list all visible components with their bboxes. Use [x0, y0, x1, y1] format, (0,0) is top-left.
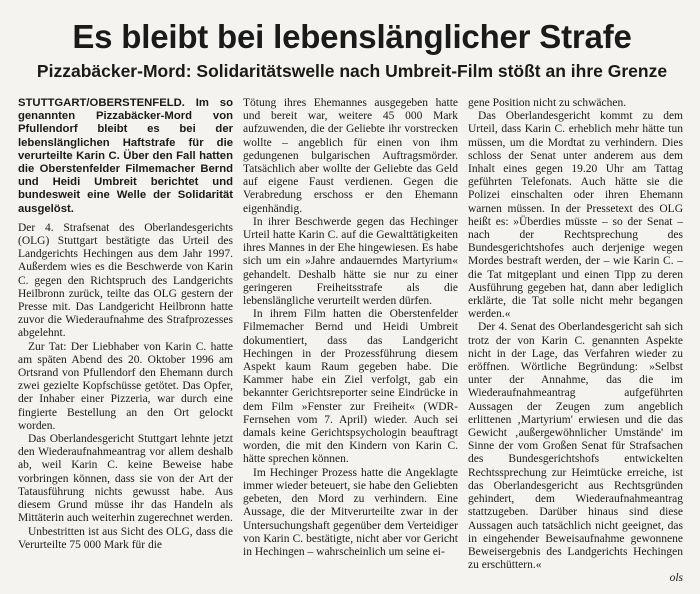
paragraph: Unbestritten ist aus Sicht des OLG, dass die Verurteilte 75 000 Mark für die — [18, 525, 233, 551]
headline: Es bleibt bei lebenslänglicher Strafe — [72, 18, 632, 55]
lead-paragraph: STUTTGART/OBERSTENFELD. Im so genannten Pizzabäcker-Mord von Pfullendorf bleibt es bei der lebenslänglichen Haftstrafe für die verurteilte Karin C. Über den Fall hatten die Oberstenfelder Filmemacher Bernd und Heidi Umbreit berichtet und bundesweit eine Welle der Solidarität ausgelöst. — [18, 97, 233, 215]
column-3 — [468, 97, 683, 586]
subheadline: Pizzabäcker-Mord: Solidaritätswelle nach Umbreit-Film stößt an ihre Grenze — [36, 61, 668, 81]
paragraph: Im Hechinger Prozess hatte die Angeklagte immer wieder beteuert, sie habe den Geliebten gebeten, den Mord zu verhindern. Eine Aussage, die der Mitverurteilte zwar in der Untersuchungshaft gegenüber dem Verteidiger von Karin C. bestätigte, nicht aber vor Gericht in Hechingen – wahrscheinlich um seine ei- — [243, 466, 458, 558]
column-1 — [18, 97, 233, 586]
paragraph: Das Oberlandesgericht kommt zu dem Urteil, dass Karin C. erheblich mehr hätte tun müssen, um die Mordtat zu verhindern. Dies schloss der Senat unter anderem aus dem Inhalt eines gegen 19.20 Uhr am Tattag geführten Telefonats. Auch hätte sie die Polizei einschalten oder ihren Ehemann warnen müssen. In der Pressetext des OLG heißt es: »Überdies müsste – so der Senat – nach der Rechtsprechung des Bundesgerichtshofes auch derjenige wegen Mordes bestraft werden, der – wie Karin C. – die Tat mitgeplant und einen Tipp zu deren Ausführung gegeben hat, dann aber lediglich erklärte, die Tat solle nicht mehr begangen werden.« — [468, 110, 683, 321]
paragraph: Der 4. Senat des Oberlandesgericht sah sich trotz der von Karin C. genannten Aspekte nicht in der Lage, das Verfahren wieder zu eröffnen. Wörtliche Begründung: »Selbst unter der Annahme, das die im Wiederaufnahmeantrag aufgeführten Aussagen der Zeugen zum angeblich erlittenen ‚Martyrium' erwiesen und die das Gewicht ‚außergewöhnlicher Umstände' im Sinne der vom Großen Senat für Strafsachen des Bundesgerichtshofs entwickelten Rechtssprechung zur Heimtücke erreiche, ist das Oberlandesgericht aus Rechtsgründen gehindert, dem Wiederaufnahmeantrag stattzugeben. Darüber hinaus sind diese Aussagen auch tatsächlich nicht geeignet, das in eingehender Beweisaufnahme gewonnene Beweisergebnis des Landgerichts Hechingen zu erschüttern.« — [468, 321, 683, 572]
paragraph: Zur Tat: Der Liebhaber von Karin C. hatte am späten Abend des 20. Oktober 1996 am Ortsrand von Pfullendorf den Ehemann durch zwei gezielte Kopfschüsse getötet. Das Opfer, der Inhaber einer Pizzeria, war durch eine fingierte Bestellung an den Ort gelockt worden. — [18, 340, 233, 432]
column-2 — [243, 97, 458, 586]
paragraph: In ihrem Film hatten die Oberstenfelder Filmemacher Bernd und Heidi Umbreit dokumentiert, dass das Landgericht Hechingen in der Prozessführung diesem Aspekt kaum Raum gegeben habe. Die Kammer habe ein Ziel verfolgt, gab ein bekannter Gerichtsreporter seine Eindrücke in dem Film »Fenster zur Freiheit« (WDR-Fernsehen vom 7. April) wieder. Auch sei damals keine Gerichtspsychologin beauftragt worden, die mit den Kindern von Karin C. hätte sprechen können. — [243, 308, 458, 466]
article-body — [18, 97, 684, 586]
paragraph: In ihrer Beschwerde gegen das Hechinger Urteil hatte Karin C. auf die Gewalttätigkeiten ihres Mannes in der Ehe hingewiesen. Es habe sich um ein »Jahre andauerndes Martyrium« gehandelt. Deshalb hätte sie nur zu einer geringeren Freiheitsstrafe als die lebenslängliche verurteilt werden dürfen. — [243, 215, 458, 308]
paragraph: Der 4. Strafsenat des Oberlandesgerichts (OLG) Stuttgart bestätigte das Urteil des Landgerichts Hechingen aus dem Jahr 1997. Außerdem wies es die Beschwerde von Karin C. gegen den Richtspruch des Landgerichts Heilbronn zurück, teilte das OLG gestern der Presse mit. Das Landgericht Heilbronn hatte zuvor die Wiederaufnahme des Strafprozesses abgelehnt. — [18, 221, 233, 340]
paragraph: gene Position nicht zu schwächen. — [468, 97, 627, 109]
author-signature: ols — [669, 572, 683, 585]
paragraph: Das Oberlandesgericht Stuttgart lehnte jetzt den Wiederaufnahmeantrag vor allem deshalb ab, weil Karin C. keine Beweise habe vorbringen können, dass sie von der Art der Tatausführung nichts gewusst habe. Aus diesem Grund müsse ihr das Handeln als Mittäterin auch weiterhin zugerechnet werden. — [18, 433, 233, 525]
paragraph: Tötung ihres Ehemannes ausgegeben hatte und bereit war, weitere 45 000 Mark aufzuwenden, die der Geliebte ihr vorstrecken wollte – angeblich für einen von ihm gedungenen bulgarischen Auftragsmörder. Tatsächlich aber wollte der Geliebte das Geld auf eigene Faust verdienen. Gegen die Verabredung erschoss er den Ehemann eigenhändig. — [243, 97, 458, 215]
